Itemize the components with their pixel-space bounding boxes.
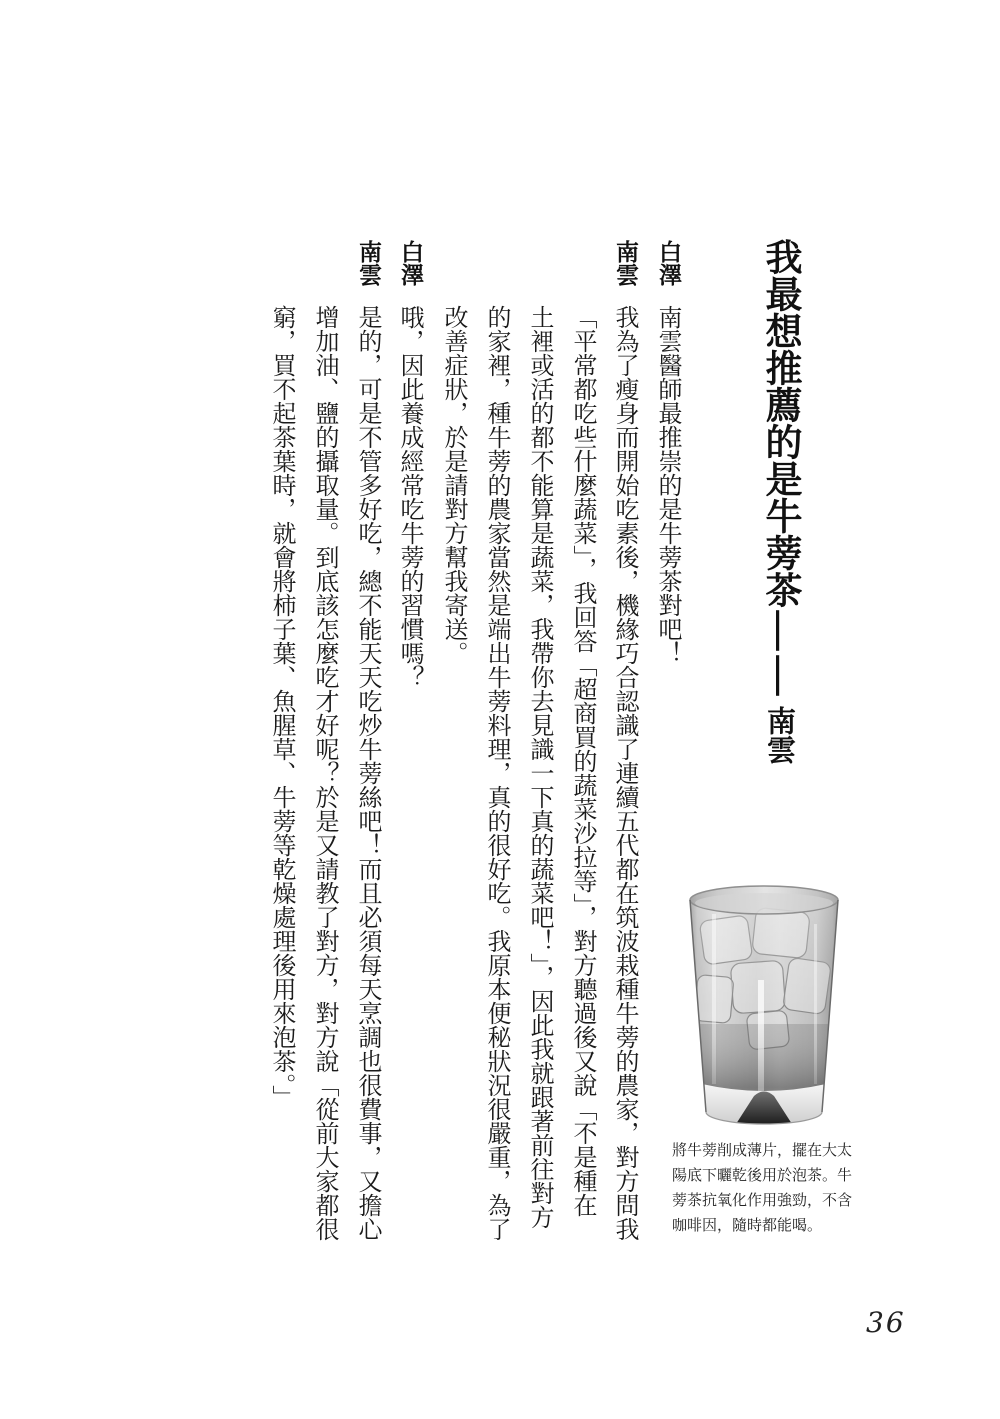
title-author: 南雲 (763, 706, 797, 764)
speech-line: 改善症狀，於是請對方幫我寄送。 (440, 305, 468, 665)
speech-line: 哦，因此養成經常吃牛蒡的習慣嗎？ (396, 305, 424, 689)
speech-line: 「平常都吃些什麼蔬菜」，我回答「超商買的蔬菜沙拉等」，對方聽過後又說「不是種在 (569, 305, 597, 1217)
glass-of-tea-photo (688, 884, 840, 1132)
title-main: 我最想推薦的是牛蒡茶 (759, 238, 802, 608)
speech-line: 窮，買不起茶葉時，就會將柿子葉、魚腥草、牛蒡等乾燥處理後用來泡茶。」 (268, 305, 296, 1109)
speech-line: 土裡或活的都不能算是蔬菜，我帶你去見識一下真的蔬菜吧！」，因此我就跟著前往對方 (526, 305, 554, 1229)
caption-line: 蒡茶抗氧化作用強勁，不含 (672, 1191, 853, 1209)
caption-line: 將牛蒡削成薄片，擺在大太 (672, 1141, 853, 1159)
glass-body (688, 884, 840, 1132)
speaker-label-shirasawa: 白澤 (397, 240, 423, 286)
caption-line: 陽底下曬乾後用於泡茶。牛 (672, 1166, 853, 1184)
speech-line: 我為了瘦身而開始吃素後，機緣巧合認識了連續五代都在筑波栽種牛蒡的農家，對方問我 (611, 305, 639, 1241)
caption-line: 咖啡因，隨時都能喝。 (672, 1216, 823, 1234)
photo-caption (672, 1138, 856, 1238)
glass-rim (690, 886, 838, 914)
speaker-label-nagumo: 南雲 (355, 240, 381, 286)
page-number: 36 (866, 1306, 906, 1339)
speech-line: 南雲醫師最推崇的是牛蒡茶對吧！ (654, 305, 682, 665)
title-dash: —— (754, 608, 807, 698)
speaker-label-shirasawa: 白澤 (655, 240, 681, 286)
speech-line: 增加油、鹽的攝取量。到底該怎麼吃才好呢？於是又請教了對方，對方說「從前大家都很 (311, 305, 339, 1241)
speech-line: 的家裡，種牛蒡的農家當然是端出牛蒡料理，真的很好吃。我原本便秘狀況很嚴重，為了 (483, 305, 511, 1241)
chapter-title (754, 238, 807, 764)
speaker-label-nagumo: 南雲 (612, 240, 638, 286)
speech-line: 是的，可是不管多好吃，總不能天天吃炒牛蒡絲吧！而且必須每天烹調也很費事，又擔心 (354, 305, 382, 1241)
